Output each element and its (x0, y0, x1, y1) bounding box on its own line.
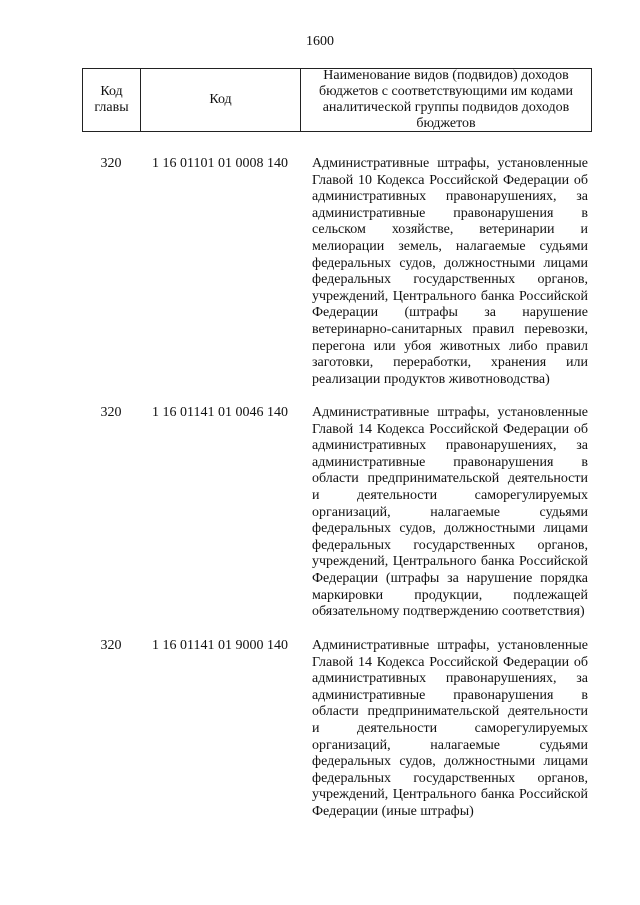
revenue-code-cell: 1 16 01101 01 0008 140 (152, 156, 288, 171)
header-code: Код (141, 69, 301, 131)
revenue-name-cell: Административные штрафы, установленные Главой 14 Кодекса Российской Федерации об административных правонарушениях, за административные правонарушения в области предпринимательской деятельности и деятельности саморегулируемых организаций, налагаемые судьями федеральных судов, должностными лицами федеральных государственных органов, учреждений, Центрального банка Российской Федерации (штрафы за нарушение порядка маркировки продукции, подлежащей обязательному подтверждению соответствия) (312, 405, 588, 620)
header-chapter-code: Код главы (83, 69, 141, 131)
revenue-code-cell: 1 16 01141 01 9000 140 (152, 638, 288, 653)
revenue-code-cell: 1 16 01141 01 0046 140 (152, 405, 288, 420)
revenue-name-cell: Административные штрафы, установленные Главой 14 Кодекса Российской Федерации об административных правонарушениях, за административные правонарушения в области предпринимательской деятельности и деятельности саморегулируемых организаций, налагаемые судьями федеральных судов, должностными лицами федеральных государственных органов, учреждений, Центрального банка Российской Федерации (иные штрафы) (312, 638, 588, 819)
chapter-code-cell: 320 (100, 638, 122, 653)
page-number: 1600 (306, 34, 334, 49)
header-name: Наименование видов (подвидов) доходов бюджетов с соответствующими им кодами аналитической группы подвидов доходов бюджетов (319, 68, 573, 131)
table-header (82, 68, 592, 132)
chapter-code-cell: 320 (100, 156, 122, 171)
chapter-code-cell: 320 (100, 405, 122, 420)
revenue-name-cell: Административные штрафы, установленные Главой 10 Кодекса Российской Федерации об административных правонарушениях, за административные правонарушения в сельском хозяйстве, ветеринарии и мелиорации земель, налагаемые судьями федеральных судов, должностными лицами федеральных государственных органов, учреждений, Центрального банка Российской Федерации (штрафы за нарушение ветеринарно-санитарных правил перевозки, перегона или убоя животных либо правил заготовки, переработки, хранения или реализации продуктов животноводства) (312, 156, 588, 387)
